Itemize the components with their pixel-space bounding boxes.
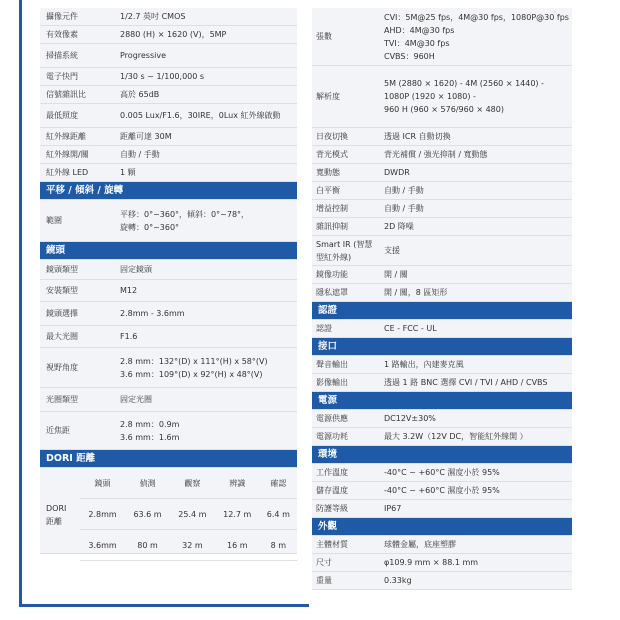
dori-header: 辨識 (215, 468, 260, 499)
spec-row (312, 356, 572, 374)
section-environment: 環境 (312, 446, 572, 464)
spec-value-line: -40°C ~ +60°C 濕度小於 95% (384, 468, 500, 477)
spec-value-line: 1/2.7 英吋 CMOS (120, 12, 186, 21)
spec-key: 尺寸 (316, 558, 332, 567)
spec-value (378, 412, 572, 425)
spec-row (312, 320, 572, 338)
spec-row (40, 8, 297, 26)
spec-value-line: 5M (2880 × 1620) - 4M (2560 × 1440) - (384, 79, 544, 88)
spec-row (312, 482, 572, 500)
spec-key: 紅外線 LED (46, 168, 89, 177)
spec-value (114, 208, 297, 234)
spec-key (312, 238, 378, 264)
power-spec-rows (312, 410, 572, 446)
spec-key: 最大光圈 (46, 332, 78, 341)
spec-key: 增益控制 (316, 204, 348, 213)
spec-key: 信號雜訊比 (46, 90, 86, 99)
spec-value (114, 28, 297, 41)
cert-spec-rows (312, 320, 572, 338)
spec-key: 鏡頭類型 (46, 265, 78, 274)
spec-row (312, 500, 572, 518)
camera-spec-rows (40, 8, 297, 182)
spec-key: 範圍 (46, 216, 62, 225)
spec-value (114, 330, 297, 343)
spec-value (114, 307, 297, 320)
spec-value-line: 2.8mm - 3.6mm (120, 309, 185, 318)
spec-value-line: IP67 (384, 504, 402, 513)
dori-cell: 25.4 m (170, 499, 215, 530)
spec-key: 影像輸出 (316, 378, 348, 387)
section-power: 電源 (312, 392, 572, 410)
spec-value (114, 130, 297, 143)
dori-label-line: DORI (46, 504, 67, 513)
spec-value-line: 2.8 mm：132°(D) x 111°(H) x 58°(V) (120, 356, 268, 366)
spec-row (40, 146, 297, 164)
spec-value (378, 556, 572, 569)
spec-row (40, 86, 297, 104)
spec-key-line: 型紅外線) (316, 252, 352, 262)
section-dori: DORI 距離 (40, 450, 297, 468)
dori-cell: 2.8mm (80, 499, 125, 530)
spec-key: 鏡頭選擇 (46, 309, 78, 318)
spec-row (312, 164, 572, 182)
spec-key: 防護等級 (316, 504, 348, 513)
spec-value (378, 130, 572, 143)
dori-cell: 32 m (170, 530, 215, 561)
section-exterior: 外觀 (312, 518, 572, 536)
spec-row (40, 260, 297, 280)
spec-value-line: 背光補償 / 強光抑制 / 寬動態 (384, 150, 488, 159)
spec-row (312, 428, 572, 446)
spec-key: 日夜切換 (316, 132, 348, 141)
spec-row (312, 200, 572, 218)
spec-value (114, 70, 297, 83)
spec-value (378, 574, 572, 587)
spec-key: 背光模式 (316, 150, 348, 159)
spec-row (40, 388, 297, 412)
spec-value (114, 393, 297, 406)
spec-value (114, 109, 297, 122)
spec-value-line: 960 H (960 × 576/960 × 480) (384, 105, 504, 114)
dori-header: 偵測 (125, 468, 170, 499)
spec-row (312, 410, 572, 428)
dori-cell: 16 m (215, 530, 260, 561)
spec-key: 紅外線距離 (46, 132, 86, 141)
spec-value-line: 固定光圈 (120, 395, 152, 404)
spec-value-line: 透過 1 路 BNC 選擇 CVI / TVI / AHD / CVBS (384, 378, 548, 387)
spec-row (40, 26, 297, 44)
spec-key: 紅外線開/關 (46, 150, 89, 159)
section-certification: 認證 (312, 302, 572, 320)
spec-row (40, 68, 297, 86)
spec-row (40, 164, 297, 182)
spec-key: 電源功耗 (316, 432, 348, 441)
spec-value-line: 距離可達 30M (120, 132, 172, 141)
spec-value (114, 284, 297, 297)
spec-value (114, 263, 297, 276)
spec-key: 重量 (316, 576, 332, 585)
spec-value-line: 2.8 mm：0.9m (120, 419, 180, 429)
spec-key: 有效像素 (46, 30, 78, 39)
spec-value-line: AHD：4M@30 fps (384, 25, 455, 35)
spec-value (114, 148, 297, 161)
port-spec-rows (312, 356, 572, 392)
spec-value (378, 502, 572, 515)
spec-value (114, 10, 297, 23)
spec-value-line: DWDR (384, 168, 410, 177)
spec-value (114, 355, 297, 381)
spec-value-line: -40°C ~ +60°C 濕度小於 95% (384, 486, 500, 495)
spec-row (40, 302, 297, 326)
section-ports: 接口 (312, 338, 572, 356)
spec-value-line: 平移：0°~360°，傾斜：0°~78°， (120, 209, 250, 219)
spec-value-line: 最大 3.2W（12V DC，智能紅外線開 ） (384, 432, 528, 441)
spec-row (312, 536, 572, 554)
spec-value (378, 77, 572, 116)
left-column (40, 8, 297, 554)
spec-value (378, 376, 572, 389)
spec-value-line: 1080P (1920 × 1080) - (384, 92, 476, 101)
spec-key: 白平衡 (316, 186, 340, 195)
spec-row (312, 182, 572, 200)
spec-value-line: 1 路輸出，內建麥克風 (384, 360, 464, 369)
spec-value-line: 支援 (384, 246, 400, 255)
dori-table (40, 468, 297, 554)
spec-key: 掃描系統 (46, 51, 78, 60)
spec-value-line: CE - FCC - UL (384, 324, 437, 333)
spec-row (312, 554, 572, 572)
spec-value-line: 球體金屬，底座塑膠 (384, 540, 456, 549)
spec-value-line: 開 / 關 (384, 270, 408, 279)
exterior-spec-rows (312, 536, 572, 590)
spec-key: 張數 (316, 32, 332, 41)
spec-value (378, 11, 572, 63)
section-lens: 鏡頭 (40, 242, 297, 260)
spec-key: 認證 (316, 324, 332, 333)
spec-key: 儲存溫度 (316, 486, 348, 495)
spec-row (40, 128, 297, 146)
spec-value-line: 高於 65dB (120, 90, 160, 99)
spec-value-line: 開 / 關，8 區矩形 (384, 288, 448, 297)
spec-key: 光圈類型 (46, 395, 78, 404)
spec-value-line: M12 (120, 286, 138, 295)
spec-key: 最低照度 (46, 111, 78, 120)
video-spec-rows (312, 8, 572, 302)
spec-row (40, 412, 297, 450)
spec-row (312, 572, 572, 590)
spec-value (114, 418, 297, 444)
spec-row (312, 464, 572, 482)
right-column (312, 8, 572, 590)
spec-key: 視野角度 (46, 363, 78, 372)
spec-value-line: 透過 ICR 自動切換 (384, 132, 451, 141)
spec-value (378, 430, 572, 443)
spec-row (40, 326, 297, 348)
spec-value-line: 旋轉：0°~360° (120, 222, 180, 232)
spec-key: 隱私遮罩 (316, 288, 348, 297)
spec-key-line: Smart IR (智慧 (316, 239, 373, 249)
spec-value-line: CVI：5M@25 fps，4M@30 fps，1080P@30 fps (384, 12, 569, 22)
dori-header: 鏡頭 (80, 468, 125, 499)
left-blue-border (19, 0, 22, 607)
spec-row (40, 200, 297, 242)
dori-grid (80, 468, 297, 561)
spec-value (378, 322, 572, 335)
dori-label (46, 502, 66, 528)
spec-row (312, 284, 572, 302)
spec-key: 寬動態 (316, 168, 340, 177)
spec-value (378, 466, 572, 479)
spec-key: 聲音輸出 (316, 360, 348, 369)
spec-value (378, 484, 572, 497)
section-ptz: 平移 / 傾斜 / 旋轉 (40, 182, 297, 200)
spec-value-line: φ109.9 mm × 88.1 mm (384, 558, 479, 567)
spec-key: 鏡像功能 (316, 270, 348, 279)
spec-row (312, 66, 572, 128)
spec-row (312, 8, 572, 66)
spec-value (114, 88, 297, 101)
spec-value-line: 自動 / 手動 (120, 150, 160, 159)
spec-value-line: DC12V±30% (384, 414, 436, 423)
spec-value-line: 3.6 mm：1.6m (120, 432, 180, 442)
spec-value (378, 184, 572, 197)
dori-cell: 63.6 m (125, 499, 170, 530)
spec-row (40, 44, 297, 68)
spec-value-line: 2D 降噪 (384, 222, 414, 231)
spec-value (378, 538, 572, 551)
spec-value-line: 自動 / 手動 (384, 186, 424, 195)
spec-value-line: 1 顆 (120, 168, 136, 177)
spec-value-line: 3.6 mm：109°(D) x 92°(H) x 48°(V) (120, 369, 263, 379)
environment-spec-rows (312, 464, 572, 518)
spec-value-line: 0.33kg (384, 576, 412, 585)
spec-value (378, 244, 572, 257)
dori-cell: 3.6mm (80, 530, 125, 561)
dori-label-line: 距離 (46, 517, 62, 526)
spec-value-line: Progressive (120, 51, 167, 60)
spec-value-line: 1/30 s ~ 1/100,000 s (120, 72, 205, 81)
spec-key: 電子快門 (46, 72, 78, 81)
dori-cell: 80 m (125, 530, 170, 561)
spec-value (378, 268, 572, 281)
spec-value (378, 202, 572, 215)
spec-key: 安裝類型 (46, 286, 78, 295)
dori-cell: 8 m (260, 530, 297, 561)
spec-row (40, 348, 297, 388)
spec-key: 雜訊抑制 (316, 222, 348, 231)
spec-row (312, 236, 572, 266)
ptz-spec-rows (40, 200, 297, 242)
spec-value (378, 148, 572, 161)
dori-header: 確認 (260, 468, 297, 499)
spec-value-line: CVBS：960H (384, 51, 435, 61)
spec-value-line: F1.6 (120, 332, 138, 341)
spec-value (378, 220, 572, 233)
spec-key: 工作溫度 (316, 468, 348, 477)
spec-value-line: 2880 (H) × 1620 (V)，5MP (120, 30, 227, 39)
spec-row (312, 146, 572, 164)
spec-row (40, 280, 297, 302)
spec-value-line: TVI：4M@30 fps (384, 38, 450, 48)
spec-value (114, 49, 297, 62)
spec-key: 主體材質 (316, 540, 348, 549)
dori-cell: 12.7 m (215, 499, 260, 530)
dori-cell: 6.4 m (260, 499, 297, 530)
spec-value-line: 自動 / 手動 (384, 204, 424, 213)
spec-value-line: 0.005 Lux/F1.6，30IRE，0Lux 紅外線啟動 (120, 111, 281, 120)
spec-value (114, 166, 297, 179)
spec-key: 攝像元件 (46, 12, 78, 21)
spec-row (312, 128, 572, 146)
spec-row (312, 266, 572, 284)
spec-key: 近焦距 (46, 426, 70, 435)
spec-row (312, 374, 572, 392)
spec-row (312, 218, 572, 236)
spec-value (378, 358, 572, 371)
dori-header: 觀察 (170, 468, 215, 499)
lens-spec-rows (40, 260, 297, 450)
spec-key: 解析度 (316, 92, 340, 101)
spec-row (40, 104, 297, 128)
spec-value (378, 286, 572, 299)
spec-value-line: 固定鏡頭 (120, 265, 152, 274)
bottom-blue-border (19, 604, 309, 607)
spec-value (378, 166, 572, 179)
spec-key: 電源供應 (316, 414, 348, 423)
